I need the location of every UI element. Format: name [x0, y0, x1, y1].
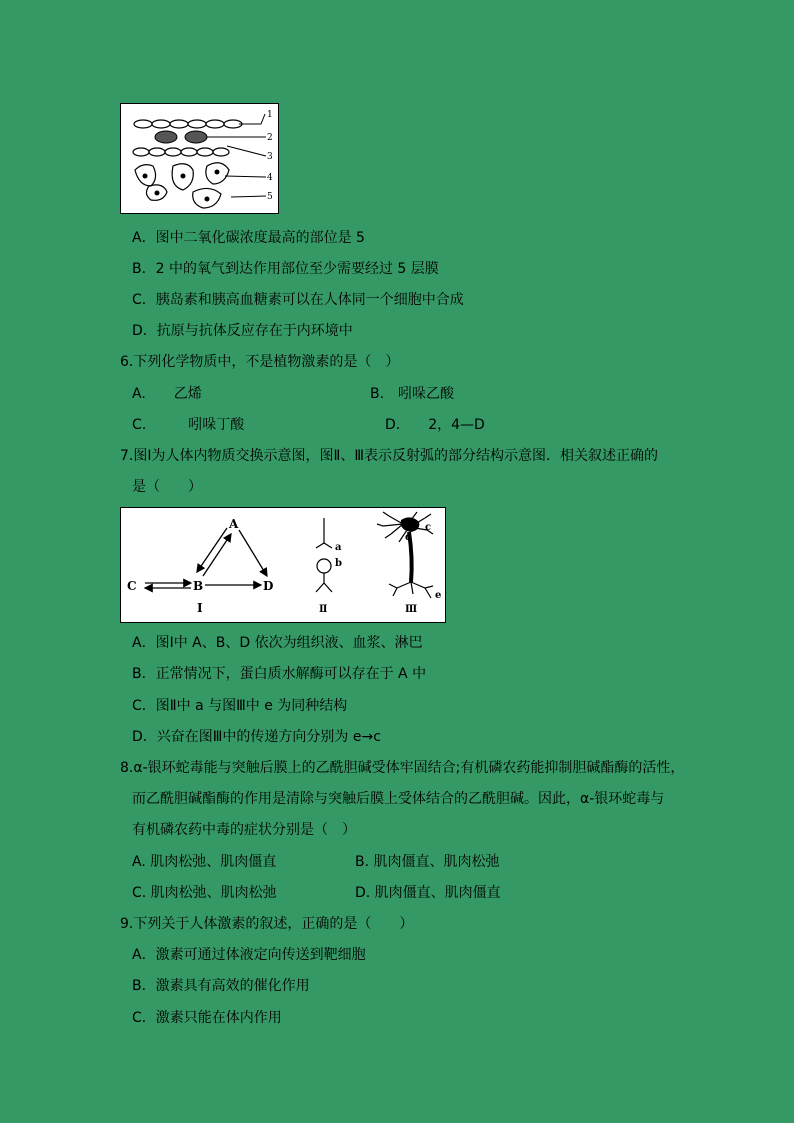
label-5: 5 — [267, 192, 273, 202]
node-c: C — [127, 579, 137, 593]
label-d: d — [405, 532, 412, 543]
label-3: 3 — [267, 152, 273, 162]
label-e: e — [435, 590, 442, 601]
q7-figure — [120, 507, 446, 623]
q6-option-c: C. 吲哚丁酸 — [132, 417, 245, 433]
q6-option-b: B. 吲哚乙酸 — [370, 386, 455, 402]
node-b: B — [193, 579, 204, 593]
q8-option-c: C. 肌肉松弛、肌肉松弛 — [132, 885, 277, 901]
q7-figure-svg — [121, 508, 445, 622]
q8-option-a: A. 肌肉松弛、肌肉僵直 — [132, 854, 277, 870]
q9-option-a: A．激素可通过体液定向传送到靶细胞 — [132, 947, 366, 963]
q7-stem-line1: 7.图Ⅰ为人体内物质交换示意图，图Ⅱ、Ⅲ表示反射弧的部分结构示意图．相关叙述正确的 — [120, 448, 659, 464]
q5-option-d: D．抗原与抗体反应存在于内环境中 — [132, 323, 353, 339]
q7-option-d: D．兴奋在图Ⅲ中的传递方向分别为 e→c — [132, 729, 381, 745]
caption-i: Ⅰ — [197, 601, 203, 615]
node-a: A — [229, 517, 239, 531]
q6-option-d: D. 2，4—D — [385, 417, 485, 433]
q8-option-d: D. 肌肉僵直、肌肉僵直 — [355, 885, 501, 901]
q7-option-b: B．正常情况下，蛋白质水解酶可以存在于 A 中 — [132, 666, 427, 682]
q5-option-c: C．胰岛素和胰高血糖素可以在人体同一个细胞中合成 — [132, 292, 464, 308]
caption-iii: Ⅲ — [405, 604, 418, 615]
q7-stem-line2: 是（ ） — [132, 479, 202, 495]
q5-option-a: A．图中二氧化碳浓度最高的部位是 5 — [132, 230, 365, 246]
label-c: c — [425, 522, 432, 533]
q7-option-a: A．图Ⅰ中 A、B、D 依次为组织液、血浆、淋巴 — [132, 635, 423, 651]
q8-stem-line1: 8.α-银环蛇毒能与突触后膜上的乙酰胆碱受体牢固结合;有机磷农药能抑制胆碱酯酶的活性， — [120, 760, 685, 776]
tissue-diagram-svg — [121, 104, 278, 213]
q8-option-b: B. 肌肉僵直、肌肉松弛 — [355, 854, 500, 870]
label-2: 2 — [267, 133, 273, 143]
q5-option-b: B．2 中的氧气到达作用部位至少需要经过 5 层膜 — [132, 261, 439, 277]
q9-stem: 9.下列关于人体激素的叙述，正确的是（ ） — [120, 916, 414, 932]
q9-option-c: C．激素只能在体内作用 — [132, 1010, 282, 1026]
tissue-diagram — [120, 103, 279, 214]
q6-option-a: A. 乙烯 — [132, 386, 202, 402]
label-4: 4 — [267, 173, 273, 183]
q8-stem-line3: 有机磷农药中毒的症状分别是（ ） — [132, 822, 356, 838]
label-a: a — [335, 542, 342, 553]
q6-stem: 6.下列化学物质中，不是植物激素的是（ ） — [120, 354, 400, 370]
q8-stem-line2: 而乙酰胆碱酯酶的作用是清除与突触后膜上受体结合的乙酰胆碱。因此，α-银环蛇毒与 — [132, 791, 665, 807]
node-d: D — [263, 579, 274, 593]
label-1: 1 — [267, 110, 273, 120]
q9-option-b: B．激素具有高效的催化作用 — [132, 978, 310, 994]
q7-option-c: C．图Ⅱ中 a 与图Ⅲ中 e 为同种结构 — [132, 698, 348, 714]
caption-ii: Ⅱ — [319, 604, 328, 615]
label-b: b — [335, 558, 342, 569]
